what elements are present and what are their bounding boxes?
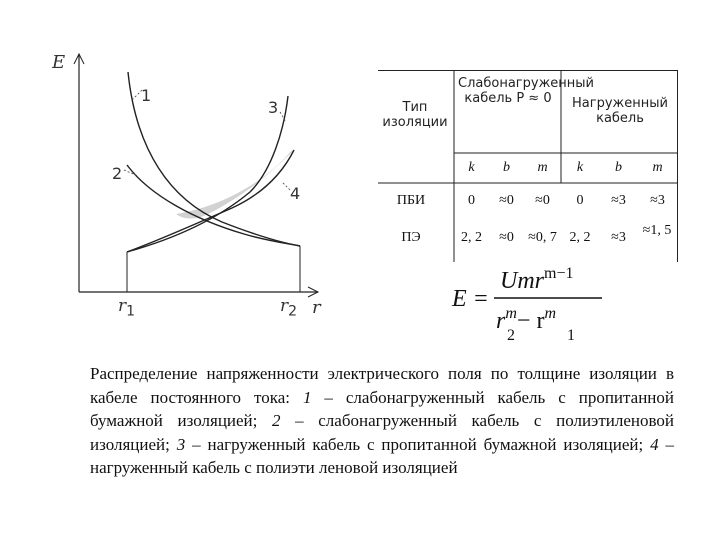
subheader-k1: k [468, 160, 475, 175]
subheader-b1: b [503, 160, 510, 175]
curve-label-4: 4 [290, 184, 301, 203]
row-pbi-k1: 0 [468, 193, 475, 208]
row-name-pbi: ПБИ [396, 193, 426, 208]
row-pbi-m1: ≈0 [535, 193, 550, 208]
formula-den-sub2: 2 [507, 327, 515, 342]
curve-label-2: 2 [112, 164, 123, 183]
row-pbi-m2: ≈3 [650, 193, 665, 208]
figure-caption: Распределение напряженности электрического поля по толщине изоляции в кабеле постоянного тока: 1 – слабонагруженный кабель с пропитанной бумажной изоляцией; 2 – слабонагруженный кабель с полиэтиленовой изоляцией; 3 – нагруженный кабель с пропитанной бумажной изоляцией; 4 – нагруженный кабель с полиэти леновой изоляцией [90, 364, 675, 477]
row-pe-k2: 2, 2 [569, 230, 591, 245]
row-pbi-b1: ≈0 [499, 193, 514, 208]
x-axis-label: r [312, 297, 321, 318]
subheader-b2: b [615, 160, 622, 175]
curve-3 [127, 96, 288, 252]
leader-4 [282, 182, 290, 190]
formula-denominator: $r^m- r^m$ [496, 305, 556, 334]
formula-den-sub1: 1 [567, 327, 575, 342]
curve-label-3: 3 [268, 98, 279, 117]
subheader-k2: k [576, 160, 584, 175]
row-pe-b1: ≈0 [499, 230, 514, 245]
formula-numerator: Umr$^{m-1}$ [500, 265, 574, 294]
parameters-table [378, 70, 678, 262]
curve-label-1: 1 [141, 86, 152, 105]
shaded-region [176, 150, 294, 219]
row-pe-b2: ≈3 [611, 230, 626, 245]
row-pbi-b2: ≈3 [611, 193, 626, 208]
subheader-m1: m [537, 160, 548, 175]
row-pe-m1: ≈0, 7 [528, 230, 557, 245]
r1-label: $r_1$ [118, 296, 136, 320]
field-formula [448, 262, 608, 342]
header-insulation-type: Тип изоляции [382, 100, 448, 130]
field-distribution-graph [0, 0, 360, 340]
row-name-pe: ПЭ [401, 230, 421, 245]
header-loaded-cable: Нагруженный кабель [572, 96, 668, 126]
formula-lhs: E = [452, 286, 489, 312]
subheader-m2: m [652, 160, 663, 175]
y-axis-label: E [52, 52, 66, 73]
row-pe-k1: 2, 2 [461, 230, 482, 245]
row-pbi-k2: 0 [576, 193, 584, 208]
header-light-cable: Слабонагруженный кабель P ≈ 0 [458, 76, 594, 106]
row-pe-m2: ≈1, 5 [642, 223, 672, 238]
r2-label: $r_2$ [280, 296, 298, 320]
